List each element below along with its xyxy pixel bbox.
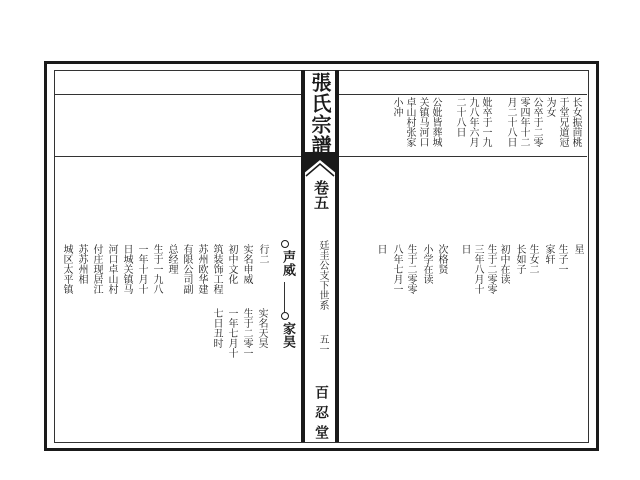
genealogy-title: 張氏宗譜 <box>308 72 332 156</box>
text-column: 筑装饰工程 <box>211 244 222 294</box>
center-bar-right <box>335 70 339 442</box>
center-bar-left <box>301 70 305 442</box>
text-column: 零四年十二 <box>518 97 529 147</box>
inner-right-border <box>588 70 589 442</box>
upper-rule-right <box>337 94 587 95</box>
text-column: 日 <box>375 244 386 254</box>
text-column: 星 <box>572 244 583 254</box>
hall-name: 百忍堂 <box>313 385 329 445</box>
text-column: 七日丑时 <box>211 308 222 348</box>
text-column: 日城关镇马 <box>121 244 132 294</box>
text-column: 实名申威 <box>241 244 252 284</box>
text-column: 于堂兄道冠 <box>557 97 568 147</box>
branch-subtitle: 廷圭公支下世系 <box>317 240 328 310</box>
text-column: 总经理 <box>166 244 177 274</box>
text-column: 关镇马河口 <box>417 97 428 147</box>
text-column: 公卒于二零 <box>531 97 542 147</box>
text-column: 苏州欧华建 <box>196 244 207 294</box>
text-column: 九八年六月 <box>467 97 478 147</box>
text-column: 生女二 <box>527 244 538 274</box>
middle-rule-left <box>55 156 303 157</box>
text-column: 生于二零一 <box>241 308 252 358</box>
text-column: 一年七月十 <box>226 308 237 358</box>
text-column: 小冲 <box>391 97 402 117</box>
text-column: 一年十月十 <box>136 244 147 294</box>
text-column: 日 <box>459 244 470 254</box>
middle-rule-right <box>337 156 587 157</box>
text-column: 妣卒于一九 <box>480 97 491 147</box>
text-column: 生于二零零 <box>405 244 416 294</box>
person-name-shengwei: 声威 <box>280 250 295 276</box>
text-column: 公妣皆葬城 <box>430 97 441 147</box>
text-column: 月二十八日 <box>505 97 516 147</box>
text-column: 城区太平镇 <box>61 244 72 294</box>
text-column: 为女 <box>544 97 555 117</box>
text-column: 三年八月十 <box>472 244 483 294</box>
text-column: 次格贤 <box>436 244 447 274</box>
inner-left-border <box>54 70 55 442</box>
text-column: 卓山村张家 <box>404 97 415 147</box>
text-column: 初中文化 <box>226 244 237 284</box>
text-column: 初中在读 <box>498 244 509 284</box>
text-column: 实名天昊 <box>256 308 267 348</box>
text-column: 长如子 <box>514 244 525 274</box>
text-column: 生子一 <box>556 244 567 274</box>
volume-label: 卷五 <box>312 180 330 210</box>
text-column: 长女振茴桃 <box>570 97 581 147</box>
text-column: 家轩 <box>543 244 554 264</box>
upper-rule-left <box>55 94 303 95</box>
text-column: 小学在读 <box>421 244 432 284</box>
text-column: 生于一九八 <box>151 244 162 294</box>
person-marker-circle <box>281 312 289 320</box>
generation-rank: 行二 <box>257 244 268 264</box>
lineage-connector <box>284 282 285 312</box>
text-column: 二十八日 <box>454 97 465 137</box>
text-column: 有限公司副 <box>181 244 192 294</box>
text-column: 付庄现居江 <box>91 244 102 294</box>
text-column: 八年七月一 <box>391 244 402 294</box>
text-column: 河口卓山村 <box>106 244 117 294</box>
inner-top-border <box>54 70 589 71</box>
text-column: 生于二零零 <box>485 244 496 294</box>
person-name-jiahao: 家昊 <box>280 322 295 348</box>
text-column: 苏苏州相 <box>76 244 87 284</box>
person-marker-circle <box>281 240 289 248</box>
page-number: 五一 <box>317 334 328 354</box>
